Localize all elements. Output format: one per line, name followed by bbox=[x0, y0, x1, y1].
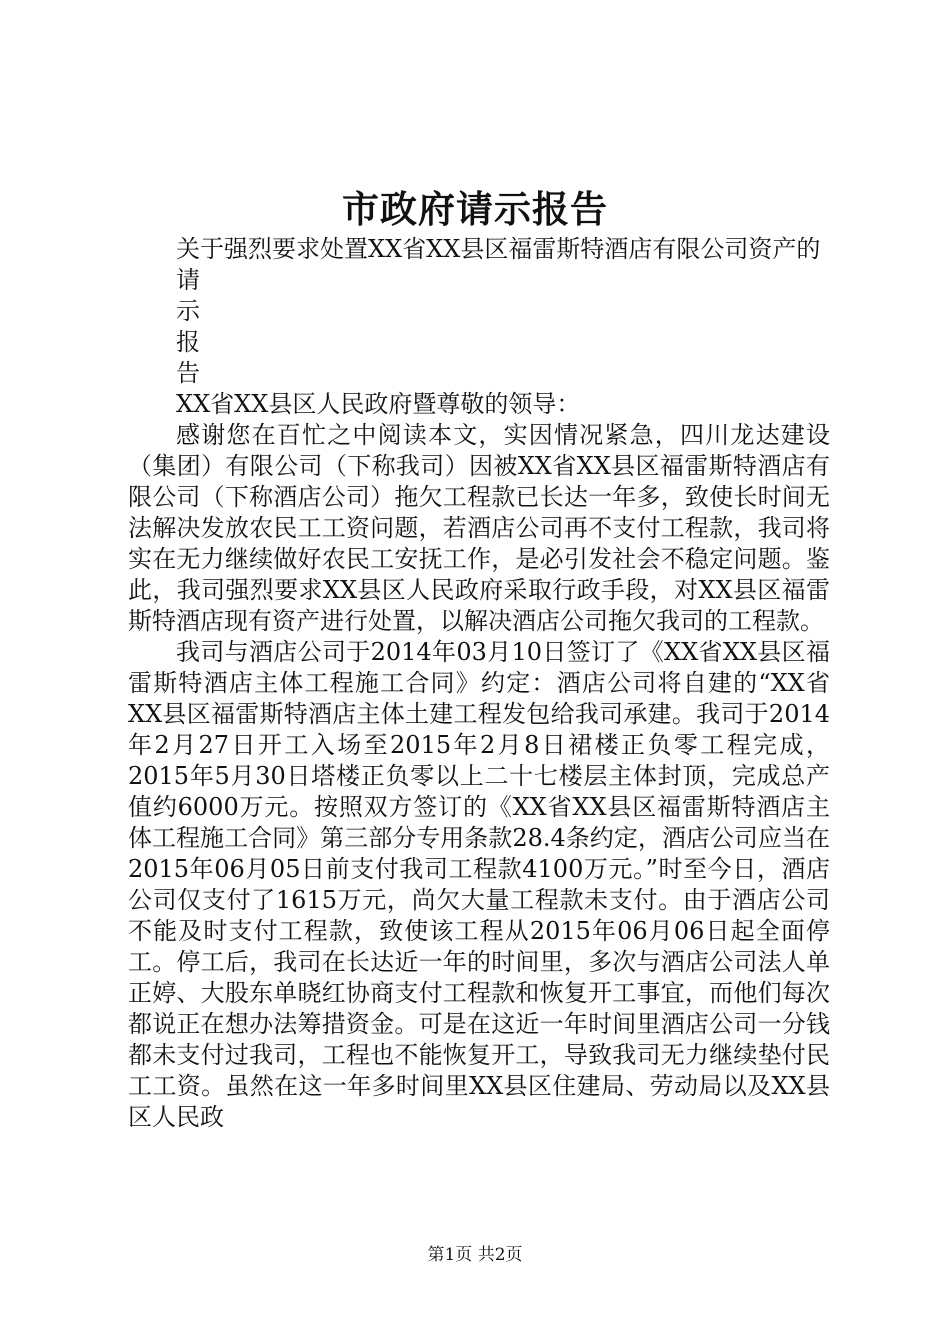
paragraph-details: 我司与酒店公司于2014年03月10日签订了《XX省XX县区福雷斯特酒店主体工程施工合同》约定：酒店公司将自建的“XX省XX县区福雷斯特酒店主体土建工程发包给我司承建。我司于2014年2月27日开工入场至2015年2月8日裙楼正负零工程完成，2015年5月30日塔楼正负零以上二十七楼层主体封顶，完成总产值约6000万元。按照双方签订的《XX省XX县区福雷斯特酒店主体工程施工合同》第三部分专用条款28.4条约定，酒店公司应当在2015年06月05日前支付我司工程款4100万元。”时至今日，酒店公司仅支付了1615万元，尚欠大量工程款未支付。由于酒店公司不能及时支付工程款，致使该工程从2015年06月06日起全面停工。停工后，我司在长达近一年的时间里，多次与酒店公司法人单正婷、大股东单晓红协商支付工程款和恢复开工事宜，而他们每次都说正在想办法筹措资金。可是在这近一年时间里酒店公司一分钱都未支付过我司，工程也不能恢复开工，导致我司无力继续垫付民工工资。虽然在这一年多时间里XX县区住建局、劳动局以及XX县区人民政 bbox=[128, 638, 830, 1131]
document-body bbox=[128, 234, 830, 1133]
paragraph-char-bao: 报 bbox=[176, 328, 200, 356]
paragraph-intro: 感谢您在百忙之中阅读本文，实因情况紧急，四川龙达建设（集团）有限公司（下称我司）因被XX省XX县区福雷斯特酒店有限公司（下称酒店公司）拖欠工程款已长达一年多，致使长时间无法解决发放农民工工资问题，若酒店公司再不支付工程款，我司将实在无力继续做好农民工安抚工作，是必引发社会不稳定问题。鉴此，我司强烈要求XX县区人民政府采取行政手段，对XX县区福雷斯特酒店现有资产进行处置，以解决酒店公司拖欠我司的工程款。 bbox=[128, 421, 830, 635]
paragraph-char-gao: 告 bbox=[176, 359, 200, 387]
paragraph-subject: 关于强烈要求处置XX省XX县区福雷斯特酒店有限公司资产的 bbox=[176, 235, 821, 263]
document-title: 市政府请示报告 bbox=[342, 187, 608, 231]
paragraph-char-qing: 请 bbox=[176, 266, 200, 294]
page-footer: 第1页 共2页 bbox=[427, 1245, 523, 1265]
paragraph-salutation: XX省XX县区人民政府暨尊敬的领导： bbox=[176, 390, 581, 418]
paragraph-char-shi: 示 bbox=[176, 297, 200, 325]
